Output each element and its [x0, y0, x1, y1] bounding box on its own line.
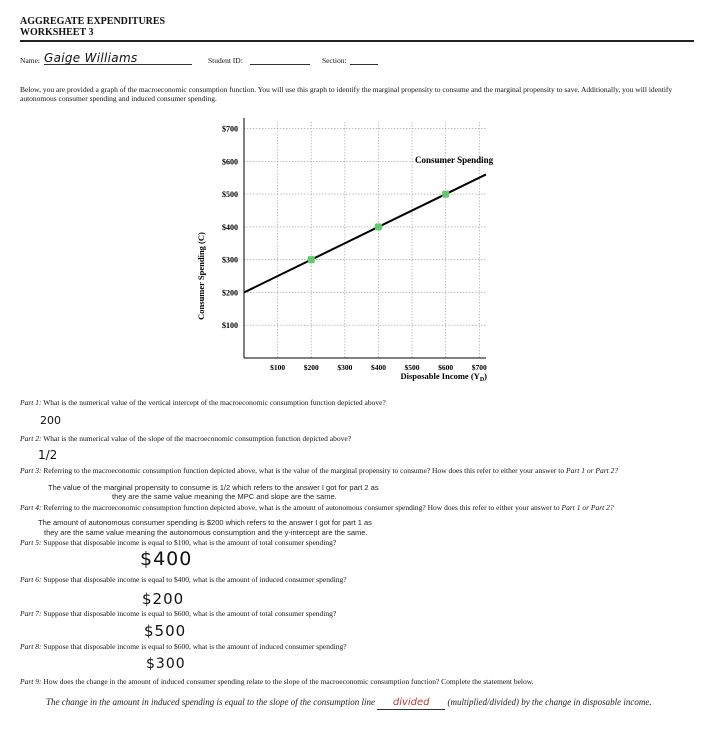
statement-options: (multiplied/divided): [447, 697, 519, 707]
y-axis-label: Consumer Spending (C): [196, 232, 206, 320]
student-id-label: Student ID:: [208, 56, 243, 65]
question-part-9: [20, 677, 710, 686]
question-part-4: [20, 503, 710, 512]
statement-blank[interactable]: [377, 696, 445, 710]
chart-series: [244, 174, 486, 292]
part-4-text: Referring to the macroeconomic consumption function depicted above, what is the amount of autonomous consumer spending? How does this refer to either your answer to: [43, 503, 560, 512]
worksheet-title: [20, 16, 165, 38]
completion-statement: [46, 696, 696, 710]
part-3-text-tail: Part 1 or Part 2?: [565, 466, 619, 475]
x-tick-label: $200: [303, 363, 319, 372]
part-3-answer-line-2[interactable]: they are the same value meaning the MPC and slope are the same.: [112, 492, 337, 501]
statement-before: The change in the amount in induced spending is equal to the slope of the consumption line: [46, 697, 375, 707]
consumption-chart: [190, 108, 530, 386]
data-point: [375, 223, 382, 230]
part-3-label: Part 3:: [20, 466, 42, 475]
question-part-1: [20, 398, 700, 407]
x-tick-label: $500: [404, 363, 420, 372]
part-5-text: Suppose that disposable income is equal to $100, what is the amount of total consumer spending?: [43, 538, 337, 547]
data-point: [308, 256, 315, 263]
question-part-3: [20, 466, 710, 475]
x-axis-label: Disposable Income $(Y_D)$: [400, 371, 487, 383]
y-tick-label: $400: [222, 222, 238, 232]
part-1-answer[interactable]: 200: [40, 414, 61, 427]
part-8-text: Suppose that disposable income is equal to $600, what is the amount of induced consumer spending?: [43, 642, 347, 651]
part-6-answer[interactable]: $200: [142, 590, 185, 608]
data-point: [442, 191, 449, 198]
section-label: Section:: [322, 56, 347, 65]
name-value: Gaige Williams: [44, 51, 138, 65]
part-2-answer[interactable]: 1/2: [38, 448, 58, 462]
chart-axes: [244, 118, 486, 358]
x-tick-label: $600: [438, 363, 454, 372]
x-tick-label: $100: [270, 363, 286, 372]
y-tick-labels: [222, 125, 238, 331]
name-label: Name:: [20, 56, 40, 65]
part-7-text: Suppose that disposable income is equal to $600, what is the amount of total consumer spending?: [43, 609, 337, 618]
question-part-8: [20, 642, 700, 651]
series-label: Consumer Spending: [415, 155, 494, 165]
student-id-field[interactable]: [250, 64, 310, 65]
y-tick-label: $100: [222, 321, 238, 331]
question-part-6: [20, 575, 700, 584]
part-9-label: Part 9:: [20, 677, 42, 686]
part-9-text: How does the change in the amount of induced consumer spending relate to the slope of the macroeconomic consumption function? Complete the statement below.: [43, 677, 534, 686]
question-part-7: [20, 609, 700, 618]
part-5-answer[interactable]: $400: [140, 548, 193, 570]
part-6-label: Part 6:: [20, 575, 42, 584]
y-tick-label: $300: [222, 255, 238, 265]
part-5-label: Part 5:: [20, 538, 42, 547]
part-7-label: Part 7:: [20, 609, 42, 618]
x-tick-label: $700: [471, 363, 487, 372]
x-tick-label: $300: [337, 363, 353, 372]
x-tick-label: $400: [370, 363, 386, 372]
consumption-line: [244, 174, 486, 292]
title-line-1: AGGREGATE EXPENDITURES: [20, 16, 166, 27]
name-field[interactable]: [44, 50, 192, 65]
statement-blank-value: divided: [392, 697, 430, 708]
part-6-text: Suppose that disposable income is equal to $400, what is the amount of induced consumer spending?: [43, 575, 347, 584]
part-1-text: What is the numerical value of the vertical intercept of the macroeconomic consumption function depicted above?: [43, 398, 386, 407]
part-3-answer-line-1[interactable]: The value of the marginal propensity to consume is 1/2 which refers to the answer I got for part 2 as: [48, 483, 379, 492]
part-4-answer-line-1[interactable]: The amount of autonomous consumer spending is $200 which refers to the answer I got for part 1 as: [38, 518, 372, 527]
statement-after: by the change in disposable income.: [521, 697, 652, 707]
y-tick-label: $200: [222, 288, 238, 298]
part-1-label: Part 1:: [20, 398, 42, 407]
part-8-answer[interactable]: $300: [146, 656, 186, 672]
header-rule: [20, 40, 694, 42]
intro-text: Below, you are provided a graph of the macroeconomic consumption function. You will use this graph to identify the marginal propensity to consume and the marginal propensity to save. Additionally, you will identify autonomous consumer spending and induced consumer spending.: [20, 85, 673, 103]
section-field[interactable]: [350, 64, 378, 65]
part-7-answer[interactable]: $500: [144, 622, 187, 640]
question-part-2: [20, 434, 700, 443]
part-3-text: Referring to the macroeconomic consumption function depicted above, what is the value of the marginal propensity to consume? How does this refer to either your answer to: [43, 466, 565, 475]
y-tick-label: $500: [222, 190, 238, 200]
y-tick-label: $600: [222, 157, 238, 167]
part-2-text: What is the numerical value of the slope of the macroeconomic consumption function depicted above?: [43, 434, 352, 443]
question-part-5: [20, 538, 700, 547]
y-tick-label: $700: [222, 124, 238, 134]
part-2-label: Part 2:: [20, 434, 42, 443]
part-4-text-tail: Part 1 or Part 2?: [561, 503, 614, 512]
part-8-label: Part 8:: [20, 642, 42, 651]
part-4-label: Part 4:: [20, 503, 42, 512]
part-4-answer-line-2[interactable]: they are the same value meaning the autonomous consumption and the y-intercept are the same.: [44, 528, 368, 537]
title-line-2: WORKSHEET 3: [20, 27, 94, 38]
